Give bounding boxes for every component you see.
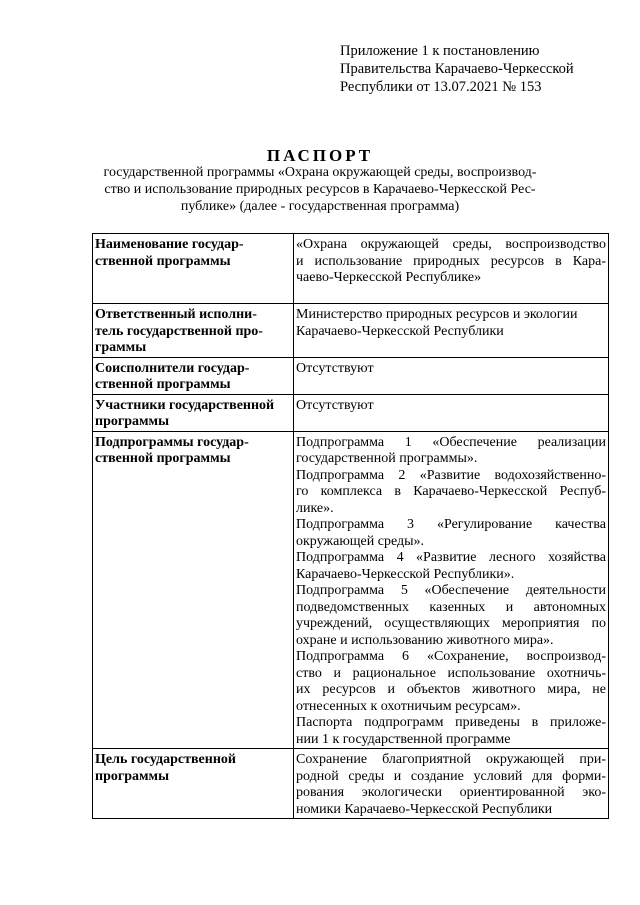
row-value <box>294 357 609 394</box>
row-label <box>93 304 294 358</box>
value-line: чаево-Черкесской Республике» <box>296 270 482 285</box>
label-line: Подпрограммы государ- <box>95 434 249 450</box>
label-line: граммы <box>95 340 147 355</box>
label-line: тель государственной про- <box>95 323 263 339</box>
blank-line <box>296 287 606 304</box>
subtitle-line-1: государственной программы «Охрана окружающей среды, воспроизвод- <box>103 165 537 180</box>
label-line: программы <box>95 414 169 429</box>
appendix-line-1: Приложение 1 к постановлению <box>340 43 540 59</box>
value-line: отнесенных к охотничьим ресурсам». <box>296 698 521 714</box>
value-line: Отсутствуют <box>296 360 374 376</box>
document-subtitle <box>95 164 545 215</box>
value-line: и использование природных ресурсов в Кара- <box>296 253 606 269</box>
row-value <box>294 431 609 749</box>
value-line: Сохранение благоприятной окружающей при- <box>296 752 606 767</box>
row-responsible-executor <box>93 304 609 358</box>
value-line: ство и рациональное использование охотничь- <box>296 665 606 681</box>
label-line: Наименование государ- <box>95 237 244 252</box>
value-line: Подпрограмма 3 «Регулирование качества <box>296 517 606 532</box>
row-label <box>93 234 294 304</box>
label-line: ственной программы <box>95 253 231 269</box>
value-line: лике». <box>296 500 334 516</box>
row-participants <box>93 394 609 431</box>
label-line: Ответственный исполни- <box>95 307 257 322</box>
appendix-line-2: Правительства Карачаево-Черкесской <box>340 61 574 77</box>
row-program-goal <box>93 749 609 819</box>
value-line: Отсутствуют <box>296 397 374 413</box>
value-line: номики Карачаево-Черкесской Республики <box>296 801 553 817</box>
value-line: Карачаево-Черкесской Республики». <box>296 566 515 582</box>
subtitle-line-2: ство и использование природных ресурсов в Карачаево-Черкесской Рес- <box>104 182 536 197</box>
subtitle-line-3: публике» (далее - государственная программа) <box>180 199 460 214</box>
row-value <box>294 394 609 431</box>
row-label <box>93 394 294 431</box>
row-program-name <box>93 234 609 304</box>
appendix-note <box>340 42 620 96</box>
value-line: Подпрограмма 5 «Обеспечение деятельности <box>296 583 606 598</box>
value-line: Карачаево-Черкесской Республики <box>296 323 504 339</box>
value-line: нии 1 к государственной программе <box>296 731 511 747</box>
label-line: Соисполнители государ- <box>95 360 250 376</box>
row-value <box>294 304 609 358</box>
label-line: программы <box>95 768 169 784</box>
label-line: ственной программы <box>95 377 231 392</box>
row-value <box>294 234 609 304</box>
label-line: Участники государственной <box>95 397 275 413</box>
value-line: подведомственных казенных и автономных <box>296 599 606 615</box>
value-line: Министерство природных ресурсов и экологии <box>296 307 578 322</box>
row-value <box>294 749 609 819</box>
value-line: учреждений, осуществляющих мероприятия по <box>296 616 606 631</box>
value-line: Подпрограмма 1 «Обеспечение реализации <box>296 434 606 450</box>
value-line: го комплекса в Карачаево-Черкесской Респуб- <box>296 484 606 499</box>
appendix-line-3: Республики от 13.07.2021 № 153 <box>340 79 542 95</box>
label-line: ственной программы <box>95 451 231 466</box>
label-line: Цель государственной <box>95 752 236 767</box>
row-subprograms <box>93 431 609 749</box>
value-line: Подпрограмма 2 «Развитие водохозяйственно- <box>296 467 606 483</box>
value-line: государственной программы». <box>296 451 478 466</box>
value-line: родной среды и создание условий для форми- <box>296 768 606 784</box>
value-line: охране и использованию животного мира». <box>296 632 554 648</box>
value-line: «Охрана окружающей среды, воспроизводство <box>296 237 606 252</box>
row-co-executors <box>93 357 609 394</box>
value-line: рования экологически ориентированной эко- <box>296 785 606 800</box>
value-line: их ресурсов и объектов животного мира, не <box>296 682 606 697</box>
passport-table <box>92 233 609 819</box>
row-label <box>93 357 294 394</box>
value-line: окружающей среды». <box>296 533 425 549</box>
row-label <box>93 431 294 749</box>
value-line: Паспорта подпрограмм приведены в приложе- <box>296 715 606 730</box>
value-line: Подпрограмма 4 «Развитие лесного хозяйства <box>296 550 606 565</box>
document-title: ПАСПОРТ <box>266 146 374 165</box>
passport-table-body <box>93 234 609 819</box>
row-label <box>93 749 294 819</box>
value-line: Подпрограмма 6 «Сохранение, воспроизвод- <box>296 649 606 664</box>
